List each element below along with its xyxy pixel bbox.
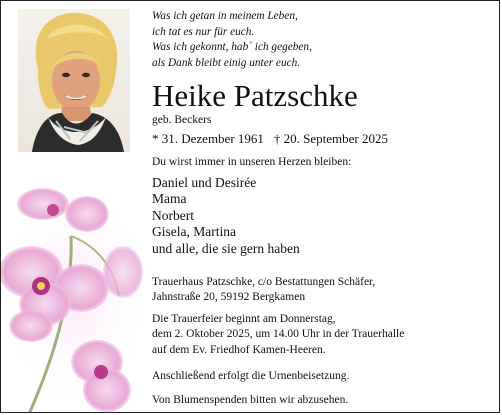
mourner-name: Mama: [152, 191, 187, 207]
house-address-line: Trauerhaus Patzschke, c/o Bestattungen Schäfer,: [152, 276, 376, 288]
deceased-name: Heike Patzschke: [152, 78, 358, 113]
service-line: Die Trauerfeier beginnt am Donnerstag,: [152, 313, 336, 325]
house-address: [152, 275, 375, 306]
mourner-name: Daniel und Desirée: [152, 175, 257, 190]
mourner-name: Norbert: [152, 207, 194, 223]
poem-line: Was ich gekonnt, hab` ich gegeben,: [152, 41, 312, 54]
mourners-list: [152, 175, 300, 257]
funeral-service-info: [152, 312, 404, 358]
birth-date: * 31. Dezember 1961: [152, 131, 264, 146]
portrait-photo: [18, 9, 130, 152]
poem-line: ich tat es nur für euch.: [152, 25, 255, 38]
memorial-poem: [152, 9, 482, 71]
poem-line: Was ich getan in meinem Leben,: [152, 10, 298, 22]
orchid-decoration: [1, 176, 151, 413]
urn-burial-note: Anschließend erfolgt die Urnenbeisetzung.: [152, 370, 350, 382]
mourners-intro: Du wirst immer in unseren Herzen bleiben:: [152, 156, 352, 168]
mourner-name: Gisela, Martina: [152, 224, 236, 240]
poem-line: als Dank bleibt einig unter euch.: [152, 56, 301, 69]
death-date: † 20. September 2025: [273, 131, 389, 146]
service-line: auf dem Ev. Friedhof Kamen-Heeren.: [152, 343, 326, 356]
flowers-note: Von Blumenspenden bitten wir abzusehen.: [152, 394, 349, 406]
life-dates: [152, 131, 388, 147]
maiden-name: geb. Beckers: [152, 114, 212, 126]
house-address-line: Jahnstraße 20, 59192 Bergkamen: [152, 291, 306, 304]
service-line: dem 2. Oktober 2025, um 14.00 Uhr in der Trauerhalle: [152, 328, 405, 341]
portrait-image: [18, 9, 130, 152]
mourner-name: und alle, die sie gern haben: [152, 240, 300, 256]
